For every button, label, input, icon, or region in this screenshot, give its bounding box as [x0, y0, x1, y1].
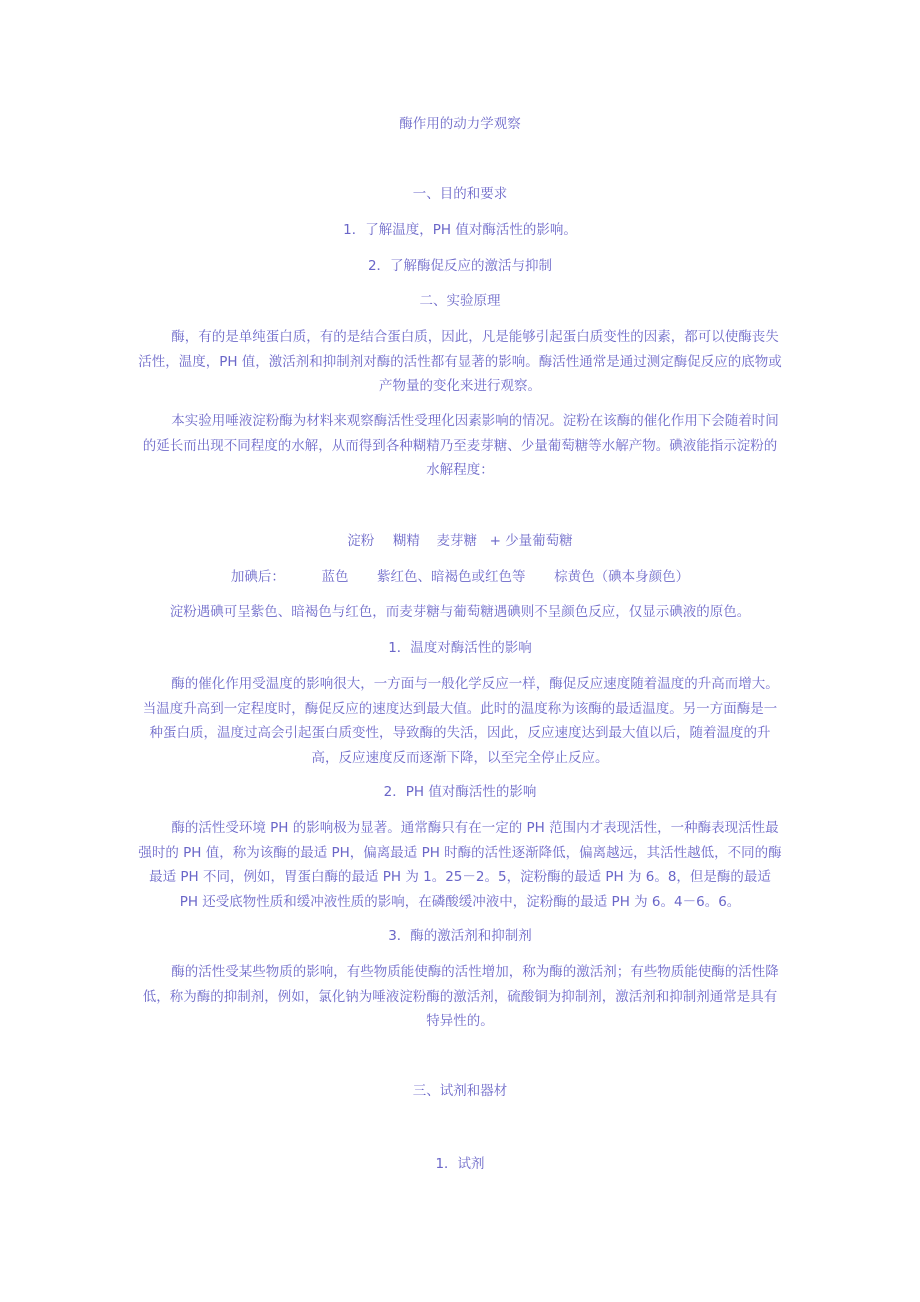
section-heading-principle: 二、实验原理: [419, 293, 501, 309]
ph-paragraph: [138, 816, 782, 914]
ph-paragraph-text: 酶的活性受环境 PH 的影响极为显著。通常酶只有在一定的 PH 范围内才表现活性，一种酶表现活性最强时的 PH 值，称为该酶的最适 PH，偏离最适 PH 时酶的活性逐渐降低，偏离越远，其活性越低，不同的酶最适 PH 不同，例如，胃蛋白酶的最适 PH 为 1。25－2。5，淀粉酶的最适 PH 为 6。8，但是酶的最适 PH 还受底物性质和缓冲液性质的影响，在磷酸缓冲液中，淀粉酶的最适 PH 为 6。4－6。6。: [138, 820, 782, 910]
document-title: 酶作用的动力学观察: [399, 116, 521, 132]
subheading-temperature: 1．温度对酶活性的影响: [388, 640, 532, 656]
flow-starch: 淀粉: [347, 533, 375, 549]
temperature-paragraph-text: 酶的催化作用受温度的影响很大，一方面与一般化学反应一样，酶促反应速度随着温度的升高而增大。当温度升高到一定程度时，酶促反应的速度达到最大值。此时的温度称为该酶的最适温度。另一方面酶是一种蛋白质，温度过高会引起蛋白质变性，导致酶的失活，因此，反应速度达到最大值以后，随着温度的升高，反应速度反而逐渐下降，以至完全停止反应。: [142, 676, 779, 766]
objective-item-2: 2．了解酶促反应的激活与抑制: [367, 258, 553, 274]
principle-paragraph-2: [138, 409, 782, 483]
iodine-color-blue: 蓝色: [321, 569, 349, 585]
objective-item-1: 1．了解温度，PH 值对酶活性的影响。: [343, 222, 577, 238]
flow-glucose: + 少量葡萄糖: [489, 533, 573, 549]
iodine-color-purple: 紫红色、暗褐色或红色等: [377, 569, 526, 585]
section-heading-reagents: 三、试剂和器材: [412, 1083, 508, 1099]
flow-maltose: 麦芽糖: [436, 533, 477, 549]
subheading-activators-inhibitors: 3．酶的激活剂和抑制剂: [388, 928, 532, 944]
hydrolysis-sequence: [138, 532, 782, 550]
temperature-paragraph: [138, 672, 782, 770]
principle-paragraph-2-text: 本实验用唾液淀粉酶为材料来观察酶活性受理化因素影响的情况。淀粉在该酶的催化作用下会随着时间的延长而出现不同程度的水解，从而得到各种糊精乃至麦芽糖、少量葡萄糖等水解产物。碘液能指示淀粉的水解程度：: [142, 413, 779, 478]
principle-paragraph-3: 淀粉遇碘可呈紫色、暗褐色与红色，而麦芽糖与葡萄糖遇碘则不呈颜色反应，仅显示碘液的原色。: [169, 604, 751, 620]
flow-dextrin: 糊精: [392, 533, 420, 549]
iodine-color-brown: 棕黄色（碘本身颜色）: [554, 569, 690, 585]
section-heading-objectives: 一、目的和要求: [412, 186, 508, 202]
reagents-item-1: 1．试剂: [435, 1156, 485, 1172]
principle-paragraph-1-text: 酶，有的是单纯蛋白质，有的是结合蛋白质，因此，凡是能够引起蛋白质变性的因素，都可以使酶丧失活性，温度，PH 值，激活剂和抑制剂对酶的活性都有显著的影响。酶活性通常是通过测定酶促反应的底物或产物量的变化来进行观察。: [138, 329, 782, 394]
subheading-ph: 2．PH 值对酶活性的影响: [383, 784, 537, 800]
iodine-label: 加碘后：: [230, 569, 285, 585]
iodine-color-row: [138, 568, 782, 586]
activators-paragraph-text: 酶的活性受某些物质的影响，有些物质能使酶的活性增加，称为酶的激活剂；有些物质能使酶的活性降低，称为酶的抑制剂，例如，氯化钠为唾液淀粉酶的激活剂，硫酸铜为抑制剂，激活剂和抑制剂通常是具有特异性的。: [142, 964, 779, 1029]
activators-paragraph: [138, 960, 782, 1034]
principle-paragraph-1: [138, 325, 782, 399]
